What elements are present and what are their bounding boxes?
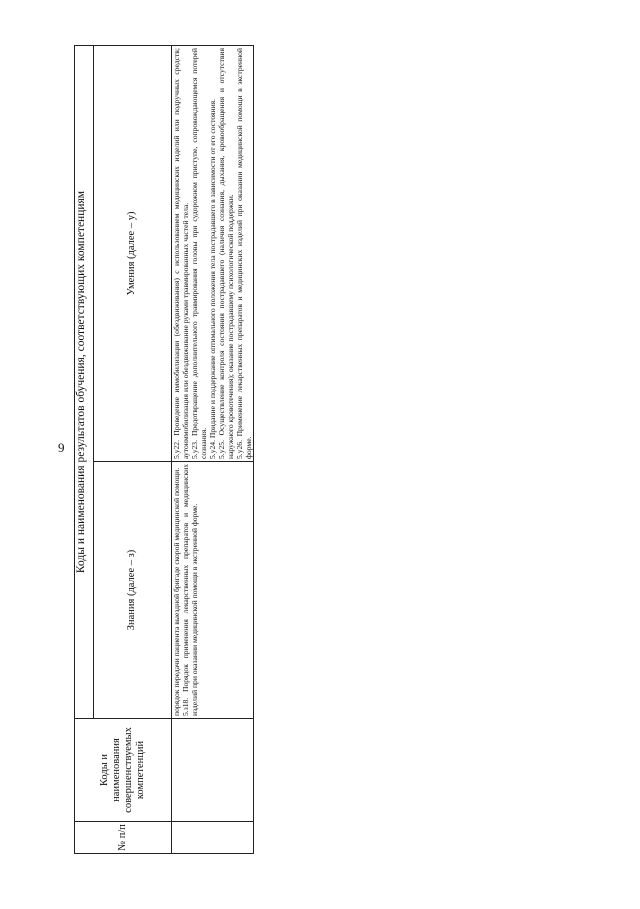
cell-num	[172, 822, 254, 854]
table-row	[172, 46, 254, 854]
header-results-group: Коды и наименования результатов обучения, соответствующих компетенциям	[75, 46, 94, 719]
header-skills: Умения (далее – у)	[94, 46, 172, 462]
table-header-row	[75, 46, 94, 854]
competency-table	[74, 45, 254, 854]
page-number: 9	[58, 440, 65, 455]
knowledge-item: 5.з18. Порядок применения лекарственных препаратов и медицинских изделий при оказании медицинской помощи в экстренной форме.	[181, 464, 200, 716]
skill-item: 5.у24. Придание и поддержание оптимального положения тела пострадавшего в зависимости от его состояния.	[208, 98, 218, 459]
cell-knowledge	[172, 462, 254, 719]
skill-item: 5.у22. Проведение иммобилизации (обездвиживания) с использованием медицинских изделий или подручных средств; аутоиммобилизация или обездвиживание руками травмированных частей тела.	[172, 48, 191, 459]
cell-skills	[172, 46, 254, 462]
header-codes: Коды и наименования совершенствуемых компетенций	[75, 719, 172, 822]
cell-codes	[172, 719, 254, 822]
skill-item: 5.у23. Предотвращение дополнительного травмирования головы при судорожном приступе, сопровождающемся потерей сознания.	[190, 48, 209, 459]
rotated-table-wrapper	[74, 46, 264, 854]
skill-item: 5.у25. Осуществление контроля состояния пострадавшего (наличия сознания, дыхания, кровообращения и отсутствия наружного кровотечения); оказание пострадавшему психологической поддержки.	[217, 48, 236, 459]
header-num: № п/п	[75, 822, 172, 854]
header-knowledge: Знания (далее – з)	[94, 462, 172, 719]
skill-item: 5.у26. Применение лекарственных препаратов и медицинских изделий при оказании медицинской помощи в экстренной форме.	[235, 48, 254, 459]
knowledge-item: порядок передачи пациента выездной бригаде скорой медицинской помощи.	[172, 467, 181, 716]
